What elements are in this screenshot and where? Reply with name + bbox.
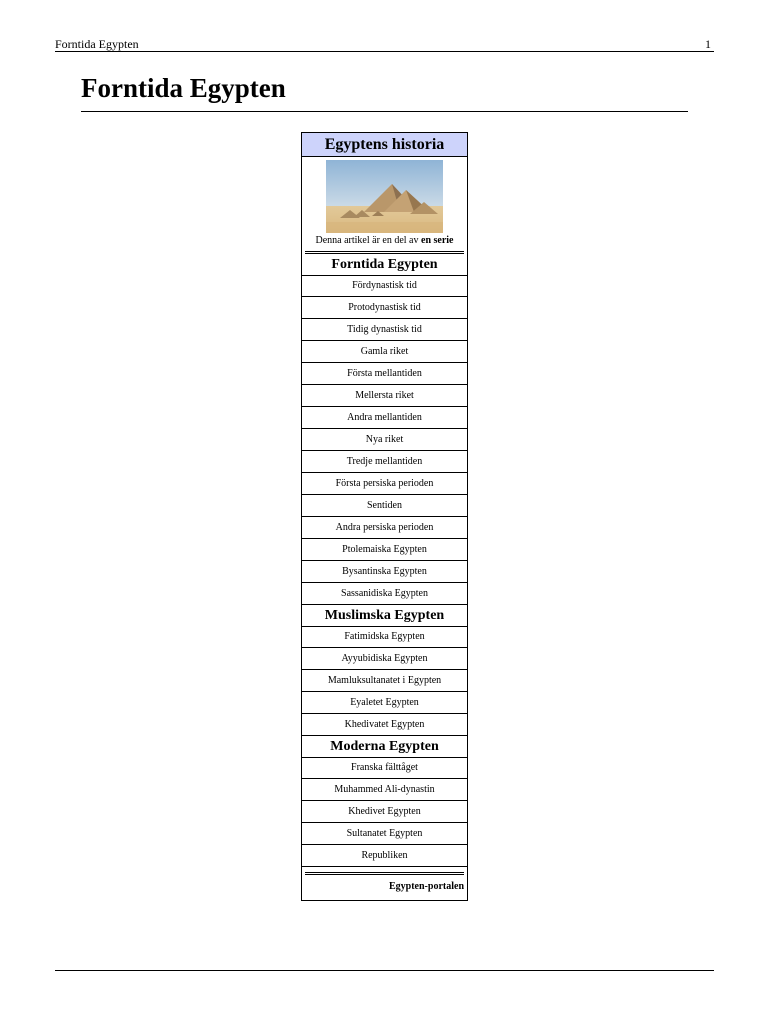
series-link[interactable]: en serie (421, 235, 454, 246)
pyramids-image[interactable] (326, 160, 443, 233)
list-item[interactable]: Nya riket (302, 430, 467, 451)
list-item[interactable]: Mellersta riket (302, 386, 467, 407)
running-header (55, 36, 713, 52)
list-item[interactable]: Muhammed Ali-dynastin (302, 780, 467, 801)
running-title: Forntida Egypten (55, 37, 139, 51)
section-heading-moderna: Moderna Egypten (302, 736, 467, 758)
portal-divider (305, 872, 464, 875)
header-divider (55, 51, 714, 52)
list-item[interactable]: Ayyubidiska Egypten (302, 649, 467, 670)
list-item[interactable]: Sassanidiska Egypten (302, 584, 467, 605)
section-heading-forntida: Forntida Egypten (302, 254, 467, 276)
infobox (301, 132, 468, 901)
list-item[interactable]: Franska fälttåget (302, 758, 467, 779)
page-number: 1 (705, 37, 711, 51)
list-item[interactable]: Första persiska perioden (302, 474, 467, 495)
list-item[interactable]: Eyaletet Egypten (302, 693, 467, 714)
list-item[interactable]: Fördynastisk tid (302, 276, 467, 297)
infobox-caption (302, 234, 467, 248)
list-item[interactable]: Första mellantiden (302, 364, 467, 385)
list-item[interactable]: Tredje mellantiden (302, 452, 467, 473)
title-divider (81, 111, 688, 112)
list-item[interactable]: Ptolemaiska Egypten (302, 540, 467, 561)
list-item[interactable]: Andra mellantiden (302, 408, 467, 429)
list-item[interactable]: Andra persiska perioden (302, 518, 467, 539)
list-item[interactable]: Protodynastisk tid (302, 298, 467, 319)
list-item[interactable]: Khedivet Egypten (302, 802, 467, 823)
list-item[interactable]: Khedivatet Egypten (302, 715, 467, 736)
portal-link[interactable]: Egypten-portalen (389, 881, 464, 892)
list-item[interactable]: Republiken (302, 846, 467, 867)
list-item[interactable]: Sultanatet Egypten (302, 824, 467, 845)
footer-divider (55, 970, 714, 971)
list-item[interactable]: Gamla riket (302, 342, 467, 363)
list-item[interactable]: Bysantinska Egypten (302, 562, 467, 583)
caption-text: Denna artikel är en del av (315, 235, 419, 246)
list-item[interactable]: Fatimidska Egypten (302, 627, 467, 648)
pyramids-illustration (326, 160, 443, 233)
page-title: Forntida Egypten (81, 73, 286, 103)
list-item[interactable]: Sentiden (302, 496, 467, 517)
list-item[interactable]: Tidig dynastisk tid (302, 320, 467, 341)
section-heading-muslimska: Muslimska Egypten (302, 605, 467, 627)
infobox-title: Egyptens historia (302, 133, 467, 157)
list-item[interactable]: Mamluksultanatet i Egypten (302, 671, 467, 692)
